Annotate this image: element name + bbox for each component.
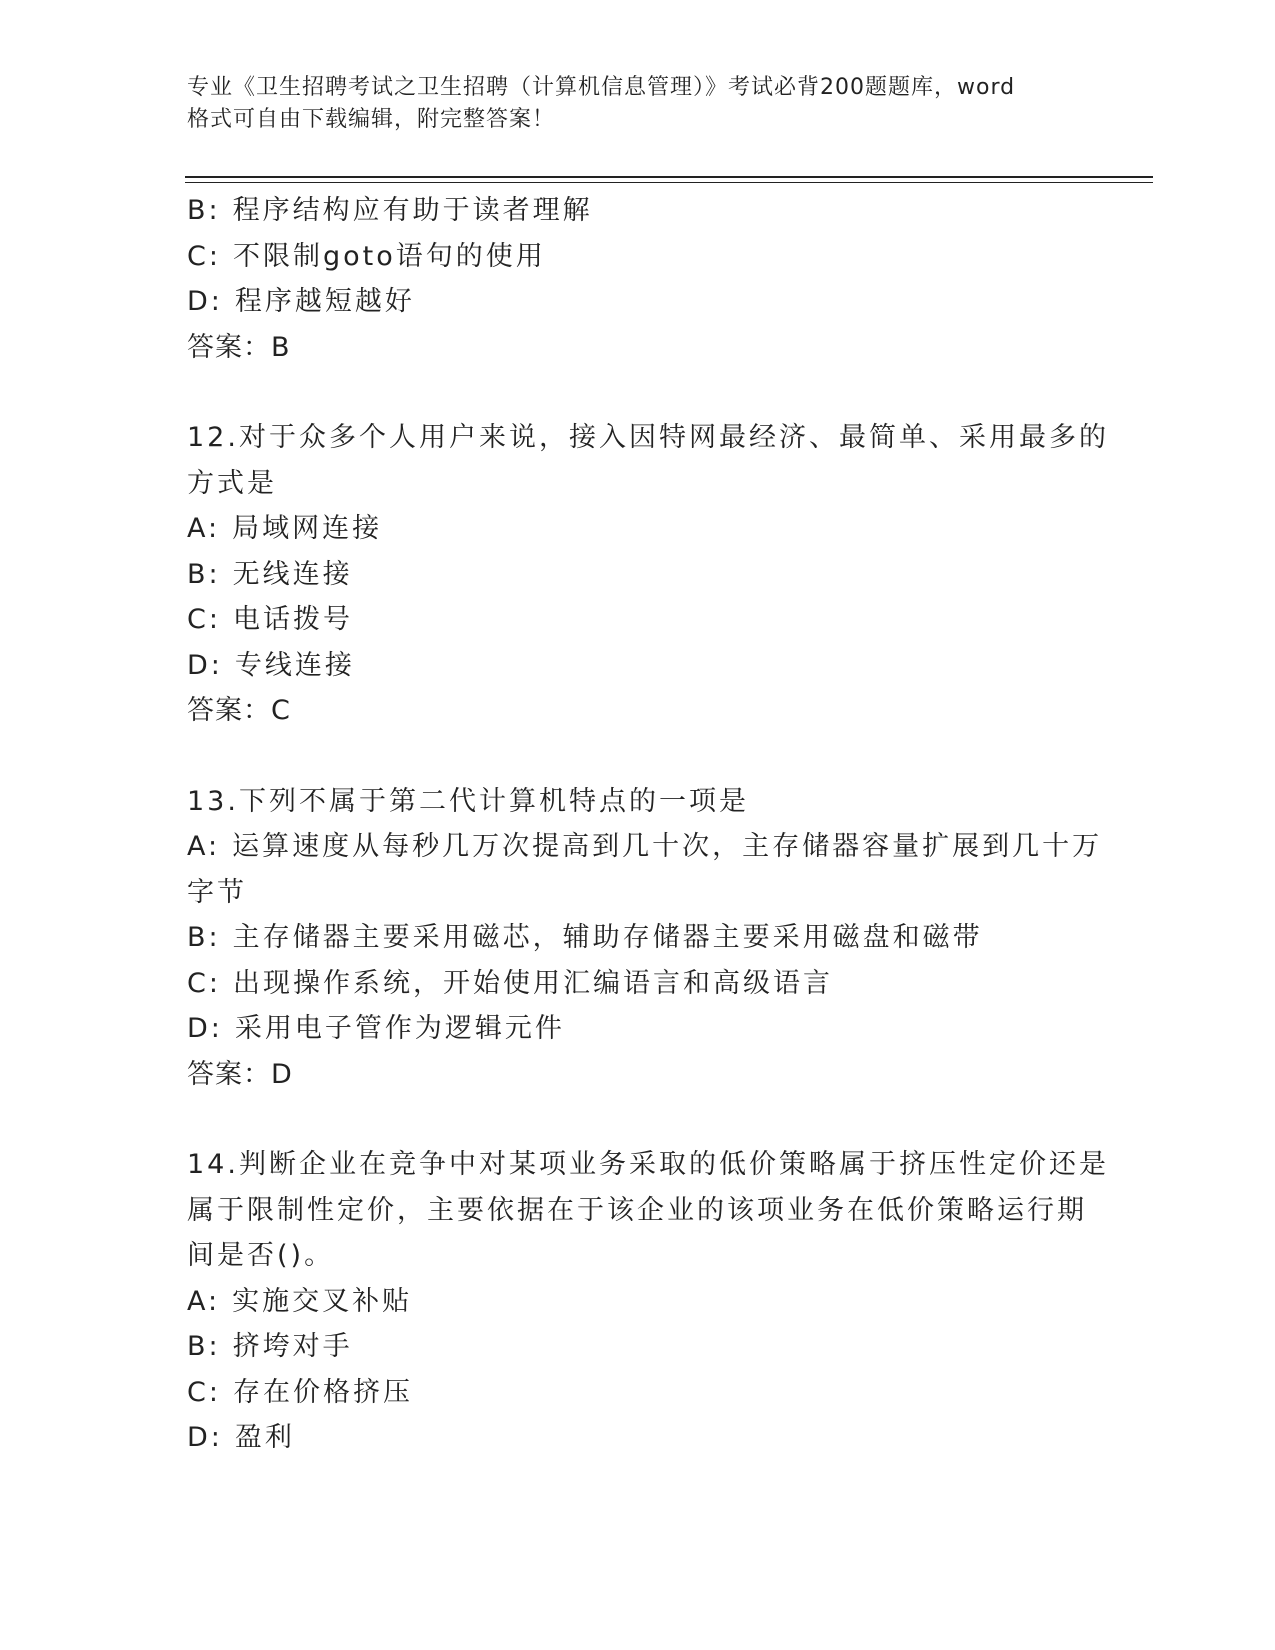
option-text: 运算速度从每秒几万次提高到几十次，主存储器容量扩展到几十万 xyxy=(232,831,1103,862)
option-text: 采用电子管作为逻辑元件 xyxy=(234,1013,565,1044)
option-b xyxy=(187,915,1087,961)
option-text: 实施交叉补贴 xyxy=(232,1285,413,1317)
header-title-line1: 专业《卫生招聘考试之卫生招聘（计算机信息管理）》考试必背200题题库，word xyxy=(187,75,1016,100)
option-b xyxy=(187,1324,1087,1370)
option-d xyxy=(187,279,1087,325)
option-c xyxy=(187,597,1087,643)
option-d xyxy=(187,643,1087,689)
question-13 xyxy=(187,779,1103,1098)
option-text: 无线连接 xyxy=(232,558,353,590)
question-spacer xyxy=(187,734,1087,779)
header-title-line2: 格式可自由下载编辑，附完整答案！ xyxy=(187,107,556,132)
answer-line: 答案：C xyxy=(187,695,291,726)
option-text: 程序结构应有助于读者理解 xyxy=(232,195,593,226)
option-b xyxy=(187,188,1087,234)
option-letter: D: xyxy=(187,649,223,681)
option-text: 盈利 xyxy=(234,1422,295,1453)
header-divider-thin xyxy=(185,182,1153,183)
option-letter: A: xyxy=(187,1285,221,1317)
option-c xyxy=(187,1370,1087,1416)
option-letter: B: xyxy=(187,195,221,226)
option-letter: C: xyxy=(187,604,221,635)
option-d xyxy=(187,1415,1087,1461)
question-stem-cont: 属于限制性定价，主要依据在于该企业的该项业务在低价策略运行期 xyxy=(187,1194,1087,1226)
option-letter: A: xyxy=(187,513,221,544)
option-b xyxy=(187,552,1087,598)
option-c xyxy=(187,961,1087,1007)
document-header xyxy=(187,72,1087,136)
option-letter: B: xyxy=(187,922,221,953)
option-a xyxy=(187,824,1103,870)
question-stem: 13.下列不属于第二代计算机特点的一项是 xyxy=(187,785,749,817)
option-letter: D: xyxy=(187,1422,223,1453)
option-text: 主存储器主要采用磁芯，辅助存储器主要采用磁盘和磁带 xyxy=(232,922,983,953)
option-text: 出现操作系统，开始使用汇编语言和高级语言 xyxy=(232,967,833,999)
question-stem-cont: 方式是 xyxy=(187,467,277,499)
question-stem-cont: 间是否()。 xyxy=(187,1240,335,1271)
option-a xyxy=(187,1279,1087,1325)
option-c xyxy=(187,234,1087,280)
option-text: 存在价格挤压 xyxy=(232,1376,413,1408)
option-letter: B: xyxy=(187,1331,221,1362)
question-spacer xyxy=(187,370,1087,415)
answer-line: 答案：B xyxy=(187,331,291,363)
option-text: 不限制goto语句的使用 xyxy=(232,240,546,272)
question-stem: 14.判断企业在竞争中对某项业务采取的低价策略属于挤压性定价还是 xyxy=(187,1149,1109,1180)
option-text: 专线连接 xyxy=(234,649,355,681)
question-11-tail xyxy=(187,188,1087,370)
option-letter: A: xyxy=(187,831,221,862)
option-text: 电话拨号 xyxy=(232,604,353,635)
option-a xyxy=(187,506,1087,552)
question-12 xyxy=(187,415,1109,734)
option-d xyxy=(187,1006,1087,1052)
question-list xyxy=(187,188,1109,1461)
option-letter: C: xyxy=(187,1376,221,1408)
option-letter: D: xyxy=(187,1013,223,1044)
question-stem: 12.对于众多个人用户来说，接入因特网最经济、最简单、采用最多的 xyxy=(187,422,1109,453)
option-letter: B: xyxy=(187,558,221,590)
option-text: 挤垮对手 xyxy=(232,1331,353,1362)
question-14 xyxy=(187,1142,1109,1461)
option-letter: C: xyxy=(187,240,221,272)
option-a-cont: 字节 xyxy=(187,876,247,908)
option-letter: C: xyxy=(187,967,221,999)
option-text: 局域网连接 xyxy=(232,513,383,544)
answer-line: 答案：D xyxy=(187,1058,293,1090)
question-spacer xyxy=(187,1097,1087,1142)
option-letter: D: xyxy=(187,286,223,317)
header-divider-thick xyxy=(185,176,1153,178)
option-text: 程序越短越好 xyxy=(234,286,415,317)
